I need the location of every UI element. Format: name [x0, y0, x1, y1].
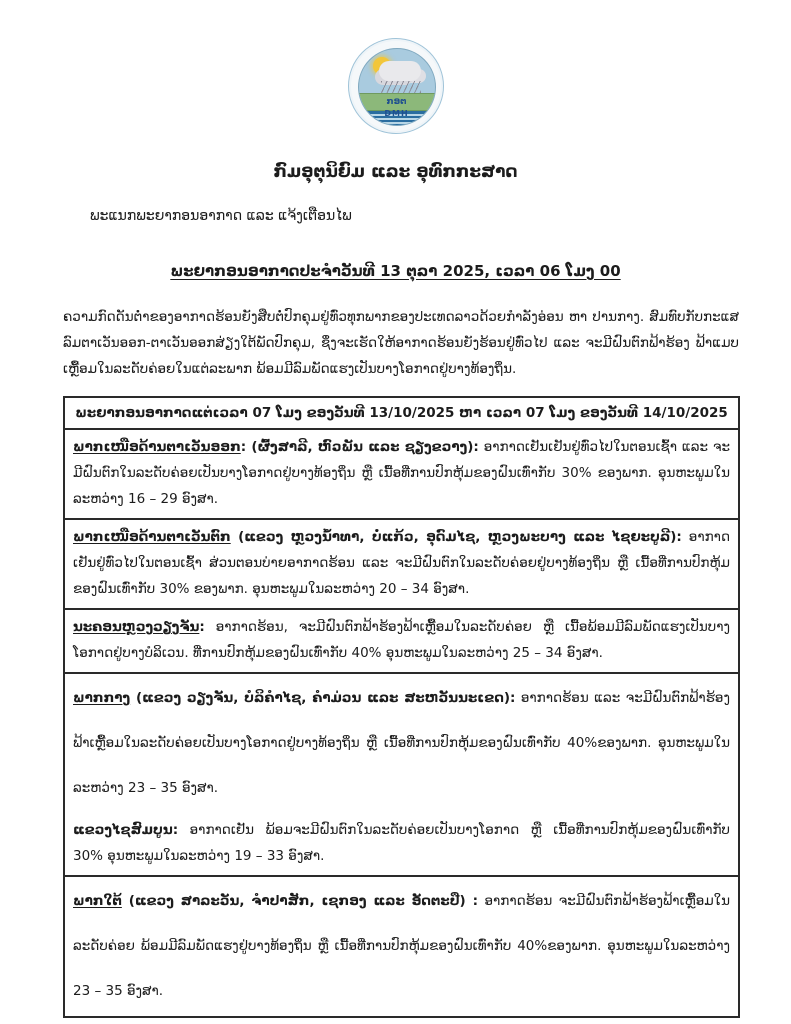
- region-name: ພາກເໜືອດ້ານຕາເວັນອອກ: [73, 439, 241, 455]
- forecast-region-row: [65, 610, 738, 674]
- department-line: ພະແນກພະຍາກອນອາກາດ ແລະ ແຈ້ງເຕືອນໄພ: [90, 208, 352, 224]
- forecast-region-row: [65, 520, 738, 610]
- rain-cloud-icon: [379, 61, 421, 81]
- region-name: ພາກກາງ: [73, 690, 131, 706]
- forecast-date-heading: ພະຍາກອນອາກາດປະຈຳວັນທີ 13 ຕຸລາ 2025, ເວລາ 06 ໂມງ 00: [170, 262, 621, 280]
- region-forecast-text: ອາກາດຮ້ອນ ຈະມີຝົນຕົກຟ້າຮ້ອງຟ້າເຫຼື້ອມໃນລະດັບຄ່ອຍ ພ້ອມມີລົມພັດແຮງຢູ່ບາງທ້ອງຖິ່ນ ຫຼື ເນື້ອທີ່ການປົກຫຸ້ມຂອງຝົນເທົ່າກັບ 40%ຂອງພາກ. ອຸນຫະພູມໃນລະຫວ່າງ 23 – 35 ອົງສາ.: [73, 893, 730, 999]
- region-forecast-text: ອາກາດເຢັນເຢັນຢູ່ທົ່ວໄປໃນຕອນເຊົ້າ ແລະ ຈະມີຝົນຕົກໃນລະດັບຄ່ອຍເປັນບາງໂອກາດຢູ່ບາງທ້ອງຖິ່ນ ຫຼື ເນື້ອທີ່ການປົກຫຸ້ມຂອງຝົນເທົ່າກັບ 30% ຂອງພາກ. ອຸນຫະພູມໃນລະຫວ່າງ 16 – 29 ອົງສາ.: [73, 439, 730, 507]
- region-name: ນະຄອນຫຼວງວຽງຈັນ: [73, 619, 200, 635]
- dmh-logo: [348, 38, 444, 134]
- forecast-table-body: [65, 430, 738, 1016]
- region-provinces: : (ຜົ້ງສາລີ, ຫົວພັນ ແລະ ຊຽງຂວາງ):: [240, 439, 479, 455]
- region-provinces: :: [172, 822, 179, 838]
- logo-acronym: DMH: [384, 109, 409, 118]
- logo-container: [0, 0, 791, 134]
- region-provinces: :: [199, 619, 205, 635]
- logo-sky: [358, 48, 436, 126]
- region-name: ພາກໃຕ້: [73, 893, 122, 909]
- region-name: ພາກເໜືອດ້ານຕາເວັນຕົກ: [73, 529, 231, 545]
- forecast-table-header: ພະຍາກອນອາກາດແຕ່ເວລາ 07 ໂມງ ຂອງວັນທີ 13/10/2025 ຫາ ເວລາ 07 ໂມງ ຂອງວັນທີ 14/10/2025: [65, 398, 738, 430]
- region-forecast-text: ອາກາດຮ້ອນ, ຈະມີຝົນຕົກຟ້າຮ້ອງຟ້າເຫຼື້ອມໃນລະດັບຄ່ອຍ ຫຼື ເນື້ອພ້ອມມີລົມພັດແຮງເປັນບາງໂອກາດຢູ່ບາງບໍລິເວນ. ທີ່ການປົກຫຸ້ມຂອງຝົນເທົ່າກັບ 40% ອຸນຫະພູມໃນລະຫວ່າງ 25 – 34 ອົງສາ.: [73, 619, 730, 661]
- region-forecast-text: ອາກາດຮ້ອນ ແລະ ຈະມີຝົນຕົກຟ້າຮ້ອງຟ້າເຫຼື້ອມໃນລະດັບຄ່ອຍເປັນບາງໂອກາດຢູ່ບາງທ້ອງຖິ່ນ ຫຼື ເນື້ອທີ່ການປົກຫຸ້ມຂອງຝົນເທົ່າກັບ 40%ຂອງພາກ. ອຸນຫະພູມໃນລະຫວ່າງ 23 – 35 ອົງສາ.: [73, 690, 730, 796]
- logo-band-text: ກອຕ: [386, 96, 407, 107]
- page-title: ກົມອຸຕຸນິຍົມ ແລະ ອຸທົກກະສາດ: [273, 162, 518, 182]
- region-name: ແຂວງໄຊສົມບູນ: [73, 822, 173, 838]
- forecast-region-row: [65, 813, 738, 877]
- forecast-region-row: [65, 430, 738, 520]
- region-provinces: (ແຂວງ ຫຼວງນ້ຳທາ, ບໍ່ແກ້ວ, ອຸດົມໄຊ, ຫຼວງພະບາງ ແລະ ໄຊຍະບູລີ):: [230, 529, 682, 545]
- forecast-table: [63, 396, 740, 1018]
- synopsis-paragraph: ຄວາມກົດດັນຕ່ຳຂອງອາກາດຮ້ອນຍັງສືບຕໍ່ປົກຄຸມຢູ່ທົ່ວທຸກພາກຂອງປະເທດລາວດ້ວຍກຳລັງອ່ອນ ຫາ ປານກາງ. ສົມທົບກັບກະແສລົມຕາເວັນອອກ-ຕາເວັນອອກສ່ຽງໃຕ້ພັດປົກຄຸມ, ຊຶ່ງຈະເຮັດໃຫ້ອາກາດຮ້ອນຍັງຮ້ອນຢູ່ທົ່ວໄປ ແລະ ຈະມີຝົນຕົກຟ້າຮ້ອງ ຟ້າແມບເຫຼື້ອມໃນລະດັບຄ່ອຍໃນແຕ່ລະພາກ ພ້ອມມີລົມພັດແຮງເປັນບາງໂອກາດຢູ່ບາງທ້ອງຖິ່ນ.: [63, 309, 739, 377]
- region-provinces: (ແຂວງ ວຽງຈັນ, ບໍລິຄຳໄຊ, ຄຳມ່ວນ ແລະ ສະຫວັນນະເຂດ):: [130, 690, 516, 706]
- forecast-region-row: [65, 674, 738, 813]
- region-provinces: (ແຂວງ ສາລະວັນ, ຈຳປາສັກ, ເຊກອງ ແລະ ອັດຕະປື) :: [121, 893, 478, 909]
- region-forecast-text: ອາກາດເຢັນ ພ້ອມຈະມີຝົນຕົກໃນລະດັບຄ່ອຍເປັນບາງໂອກາດ ຫຼື ເນື້ອທີ່ການປົກຫຸ້ມຂອງຝົນເທົ່າກັບ 30% ອຸນຫະພູມໃນລະຫວ່າງ 19 – 33 ອົງສາ.: [73, 822, 730, 864]
- forecast-region-row: [65, 877, 738, 1016]
- region-forecast-text: ອາກາດເຢັນຢູ່ທົ່ວໄປໃນຕອນເຊົ້າ ສ່ວນຕອນບ່າຍອາກາດຮ້ອນ ແລະ ຈະມີຝົນຕົກໃນລະດັບຄ່ອຍຢູ່ບາງທ້ອງຖິ່ນ ຫຼື ເນື້ອທີ່ການປົກຫຸ້ມຂອງຝົນເທົ່າກັບ 30% ຂອງພາກ. ອຸນຫະພູມໃນລະຫວ່າງ 20 – 34 ອົງສາ.: [73, 529, 730, 597]
